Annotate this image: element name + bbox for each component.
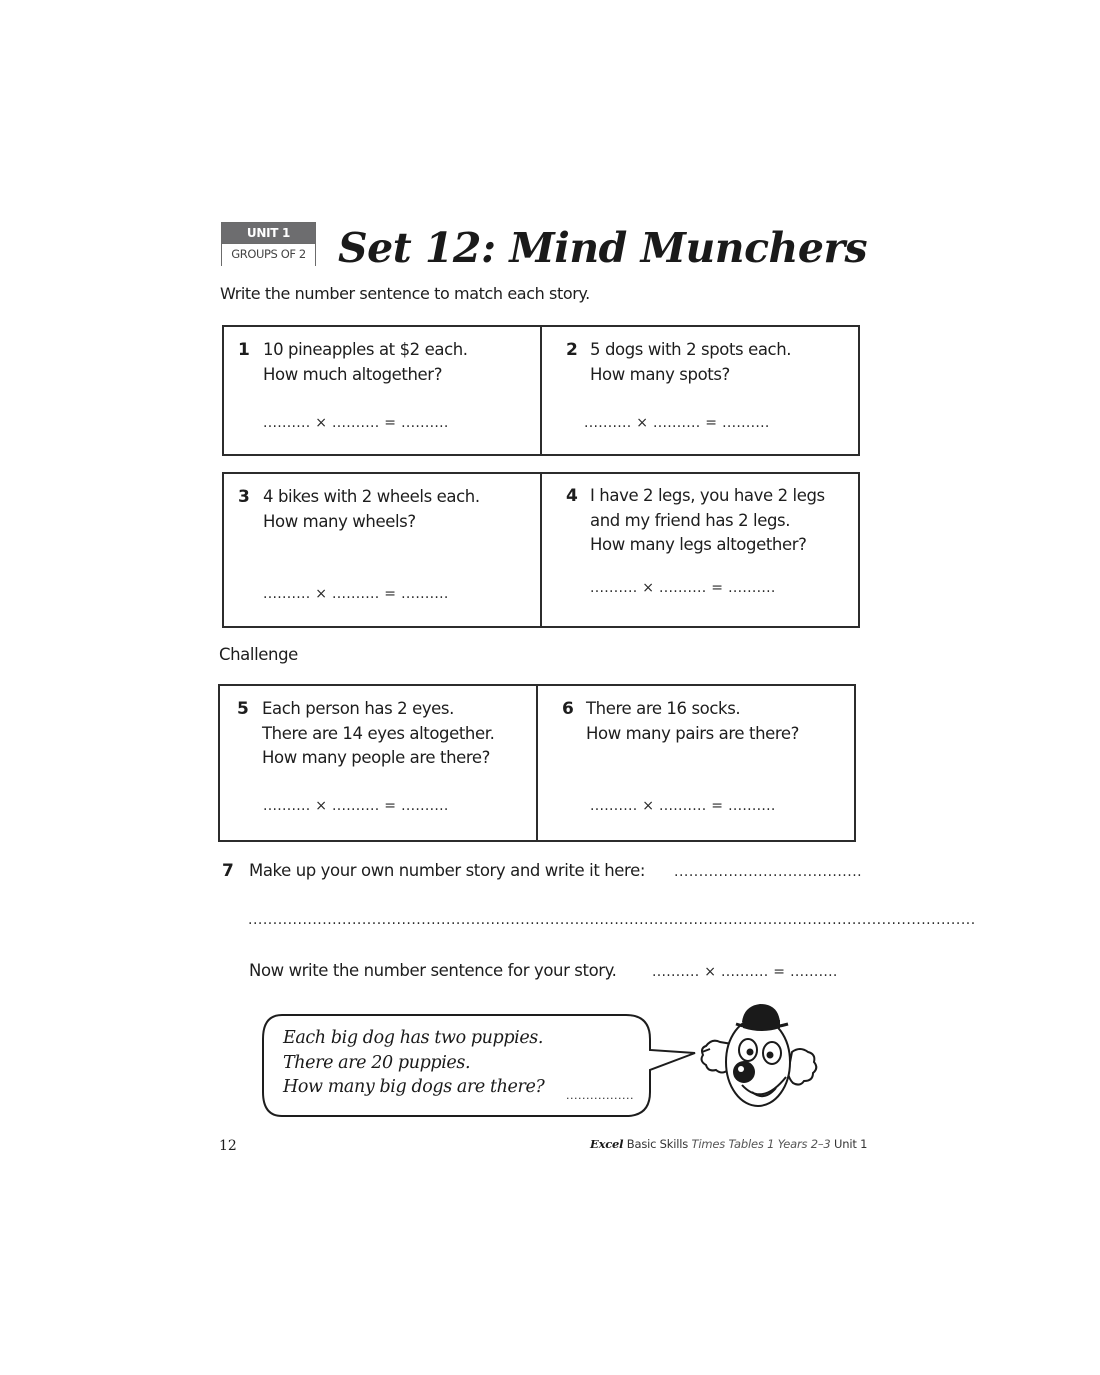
question-number: 5 [237,699,249,719]
question-text [263,338,468,387]
answer-blank[interactable]: .......... × .......... = .......... [584,415,770,431]
bubble-line: There are 20 puppies. [283,1052,471,1073]
page-title: Set 12: Mind Munchers [338,224,868,272]
footer-credit [590,1137,867,1151]
question-line: 4 bikes with 2 wheels each. [263,487,480,506]
question-line: How many spots? [590,364,730,384]
story-line-2[interactable]: ................................................................................................................................................... [248,912,976,928]
question-line: and my friend has 2 legs. [590,510,791,530]
answer-blank[interactable]: .......... × .......... = .......... [652,964,838,980]
unit-label: UNIT 1 [222,223,315,243]
footer-brand: Excel [590,1137,624,1151]
instruction: Write the number sentence to match each story. [220,284,590,303]
question-row-2 [222,472,860,628]
question-3 [224,474,540,626]
question-2 [540,327,858,454]
answer-blank[interactable]: .......... × .......... = .......... [263,586,449,602]
challenge-row [218,684,856,842]
question-line: 5 dogs with 2 spots each. [590,340,792,359]
question-text [263,485,480,534]
question-7-prompt: Make up your own number story and write it here: [249,861,645,880]
bubble-line: How many big dogs are there? [283,1077,545,1097]
question-7-number: 7 [222,861,234,881]
clown-icon [698,1000,823,1112]
question-number: 3 [238,487,250,507]
question-text [590,338,791,387]
challenge-label: Challenge [219,645,298,664]
question-7-sentence-prompt: Now write the number sentence for your story. [249,961,617,980]
question-row-1 [222,325,860,456]
question-line: There are 16 socks. [586,699,741,718]
question-line: There are 14 eyes altogether. [262,723,495,743]
question-number: 1 [238,340,250,360]
bubble-line: Each big dog has two puppies. [283,1028,544,1048]
question-line: How many people are there? [262,748,491,767]
question-text [586,697,799,746]
question-line: Each person has 2 eyes. [262,699,454,718]
question-1 [224,327,540,454]
answer-blank[interactable]: .......... × .......... = .......... [263,798,449,814]
question-4 [540,474,858,626]
topic-label: GROUPS OF 2 [222,243,315,266]
question-line: How many wheels? [263,511,416,531]
question-line: How many legs altogether? [590,535,807,554]
question-6 [536,686,854,840]
footer-unit: Unit 1 [834,1137,868,1151]
question-number: 6 [562,699,574,719]
question-line: I have 2 legs, you have 2 legs [590,486,825,505]
story-line-1[interactable]: ...................................... [674,864,863,880]
question-number: 2 [566,340,578,360]
unit-badge [221,222,316,266]
question-line: How much altogether? [263,364,443,384]
question-text [590,484,825,558]
question-number: 4 [566,486,578,506]
answer-blank[interactable]: .......... × .......... = .......... [590,798,776,814]
answer-blank[interactable]: .......... × .......... = .......... [590,580,776,596]
question-line: 10 pineapples at $2 each. [263,340,468,359]
answer-blank[interactable]: .......... × .......... = .......... [263,415,449,431]
page-number: 12 [219,1138,237,1154]
bubble-text [283,1026,544,1100]
question-text [262,697,494,771]
question-line: How many pairs are there? [586,723,800,743]
footer-book: Times Tables 1 Years 2–3 [691,1137,831,1151]
bubble-answer-blank[interactable]: ................. [566,1089,634,1102]
footer-series: Basic Skills [626,1137,689,1151]
question-5 [220,686,536,840]
